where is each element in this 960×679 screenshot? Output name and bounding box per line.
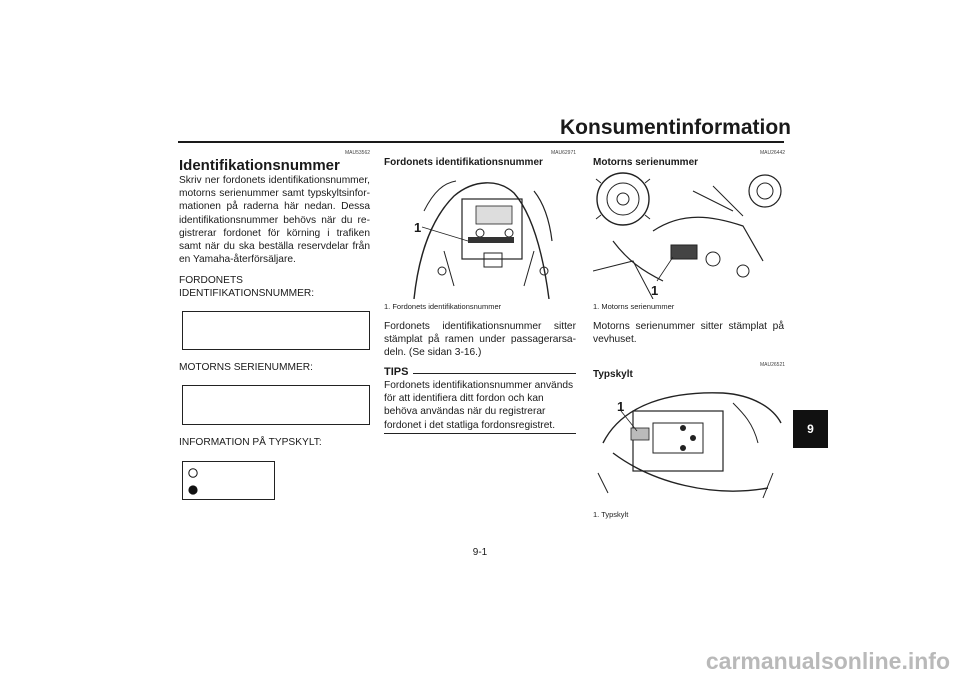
header-rule bbox=[178, 141, 784, 143]
section-code: MAU62971 bbox=[550, 150, 576, 156]
vin-caption: 1. Fordonets identifikationsnummer bbox=[384, 302, 502, 311]
engine-write-box bbox=[182, 385, 370, 425]
tips-text: Fordonets identifikationsnummer används för att identifiera ditt fordon och kan behöva användas när du registrerar fordonet i det statliga fordonsregistret. bbox=[384, 380, 574, 431]
watermark: carmanualsonline.info bbox=[705, 648, 950, 674]
chapter-tab: 9 bbox=[793, 410, 828, 448]
vin-location-illustration bbox=[384, 171, 577, 299]
label-info-markers bbox=[183, 462, 276, 501]
section-code: MAU53562 bbox=[344, 150, 370, 156]
tips-rule-top bbox=[413, 373, 576, 374]
section-code: MAU26442 bbox=[759, 150, 785, 156]
vin-heading: Fordonets identifikationsnummer bbox=[384, 157, 543, 168]
type-label-caption: 1. Typskylt bbox=[593, 510, 629, 519]
section-code: MAU26521 bbox=[759, 362, 785, 368]
section-heading: Identifikationsnummer bbox=[179, 157, 340, 174]
engine-paragraph: Motorns serienummer sitter stämplat på vevhuset. bbox=[593, 321, 784, 346]
label-info-box bbox=[182, 461, 275, 500]
intro-paragraph: Skriv ner fordonets identifikationsnummer, motorns serienummer samt typskyltsinfor- mationen på raderna här nedan. Dessa identifikationsnummer behövs när du re- gistrerar fordonet för körning i trafiken samt när du ska beställa reservdelar från en Yamaha-återförsäljare. bbox=[179, 175, 370, 266]
vin-callout: 1 bbox=[414, 220, 422, 235]
page-title: Konsumentinformation bbox=[560, 116, 791, 139]
page-number: 9-1 bbox=[472, 547, 488, 558]
vin-paragraph: Fordonets identifikationsnummer sitter stämplat på ramen under passagerarsa- deln. (Se sidan 3-16.) bbox=[384, 321, 576, 359]
engine-label: MOTORNS SERIENUMMER: bbox=[179, 362, 313, 373]
engine-caption: 1. Motorns serienummer bbox=[593, 302, 675, 311]
engine-heading: Motorns serienummer bbox=[593, 157, 699, 168]
vin-label-line1: FORDONETS bbox=[179, 275, 243, 286]
engine-callout: 1 bbox=[651, 283, 659, 298]
tips-title: TIPS bbox=[384, 366, 409, 378]
type-label-callout: 1 bbox=[617, 399, 625, 414]
vin-label-line2: IDENTIFIKATIONSNUMMER: bbox=[179, 288, 315, 299]
label-heading: Typskylt bbox=[593, 369, 633, 380]
engine-location-illustration bbox=[593, 171, 784, 299]
label-info-label: INFORMATION PÅ TYPSKYLT: bbox=[179, 437, 322, 448]
tips-rule-bottom bbox=[384, 433, 576, 434]
vin-write-box bbox=[182, 311, 370, 350]
